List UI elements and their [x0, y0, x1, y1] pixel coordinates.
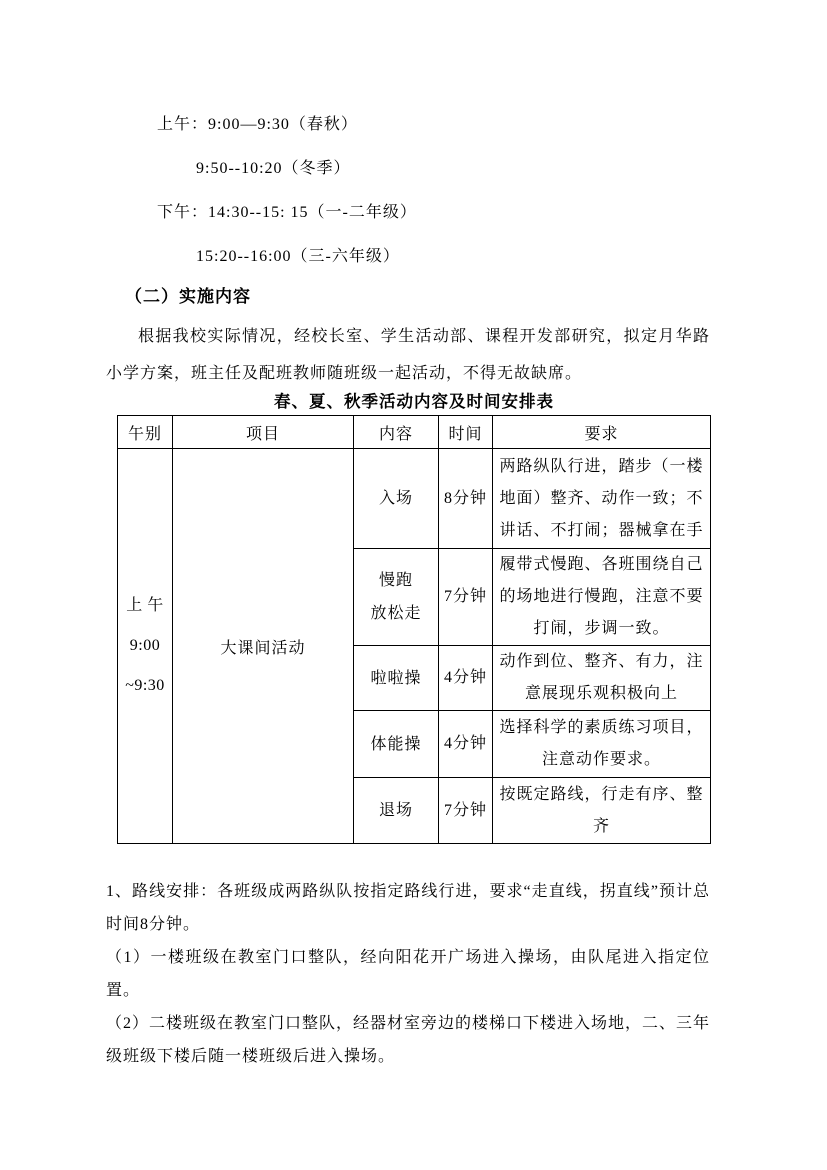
schedule-line-winter: 9:50--10:20（冬季） [196, 160, 351, 177]
content-line: 入场 [378, 490, 413, 507]
schedule-line-afternoon: 下午：14:30--15: 15（一-二年级） [157, 204, 417, 221]
header-cell-project: 项目 [173, 416, 354, 449]
section-heading: （二）实施内容 [125, 287, 251, 306]
header-cell-content: 内容 [354, 416, 439, 449]
requirement-cell: 动作到位、整齐、有力，注意展现乐观积极向上 [493, 646, 711, 711]
session-line: ~9:30 [125, 677, 165, 694]
requirement-cell: 按既定路线，行走有序、整齐 [493, 778, 711, 844]
header-cell-time: 时间 [439, 416, 493, 449]
schedule-line-grades: 15:20--16:00（三-六年级） [196, 248, 400, 265]
time-cell: 4分钟 [439, 711, 493, 778]
content-cell [354, 711, 439, 778]
content-cell [354, 646, 439, 711]
content-cell [354, 449, 439, 549]
content-line: 退场 [378, 802, 413, 819]
content-cell [354, 549, 439, 646]
content-line: 啦啦操 [370, 669, 422, 687]
schedule-line-morning: 上午：9:00—9:30（春秋） [157, 116, 358, 133]
session-cell [118, 449, 173, 844]
content-line: 慢跑 [378, 572, 413, 589]
table-title: 春、夏、秋季活动内容及时间安排表 [274, 392, 554, 411]
content-line: 放松走 [370, 605, 422, 622]
notes-section [106, 875, 710, 1073]
time-cell: 8分钟 [439, 449, 493, 549]
content-line: 体能操 [370, 735, 422, 753]
note-second-floor: （2）二楼班级在教室门口整队，经器材室旁边的楼梯口下楼进入场地，二、三年级班级下楼后随一楼班级后进入操场。 [106, 1015, 711, 1065]
session-line: 上 午 [126, 597, 164, 614]
project-cell: 大课间活动 [173, 449, 354, 844]
table-row-entry [118, 449, 711, 549]
requirement-cell: 两路纵队行进，踏步（一楼地面）整齐、动作一致；不讲话、不打闹；器械拿在手 [493, 449, 711, 549]
requirement-cell: 履带式慢跑、各班围绕自己的场地进行慢跑，注意不要打闹，步调一致。 [493, 549, 711, 646]
time-cell: 7分钟 [439, 778, 493, 844]
session-line: 9:00 [129, 637, 161, 654]
note-first-floor: （1）一楼班级在教室门口整队，经向阳花开广场进入操场，由队尾进入指定位置。 [106, 949, 710, 999]
time-cell: 4分钟 [439, 646, 493, 711]
table-header-row [118, 416, 711, 449]
time-schedule [106, 103, 710, 279]
header-cell-requirement: 要求 [493, 416, 711, 449]
content-cell [354, 778, 439, 844]
activity-table [117, 415, 711, 844]
requirement-cell: 选择科学的素质练习项目，注意动作要求。 [493, 711, 711, 778]
time-cell: 7分钟 [439, 549, 493, 646]
note-route-arrangement: 1、路线安排：各班级成两路纵队按指定路线行进，要求“走直线，拐直线”预计总时间8分钟。 [106, 883, 710, 933]
intro-paragraph: 根据我校实际情况，经校长室、学生活动部、课程开发部研究，拟定月华路小学方案，班主任及配班教师随班级一起活动，不得无故缺席。 [106, 328, 710, 382]
header-cell-session: 午别 [118, 416, 173, 449]
